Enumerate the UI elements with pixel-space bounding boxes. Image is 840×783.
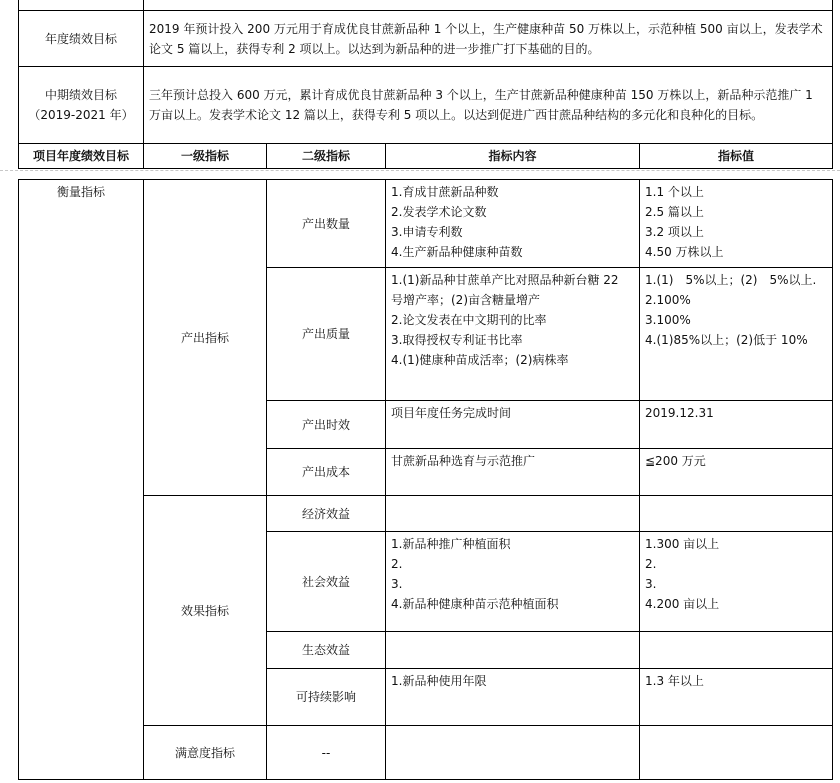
header-level1: 一级指标 <box>144 144 267 169</box>
page-break-divider <box>0 170 840 172</box>
annual-goal-label: 年度绩效目标 <box>19 11 144 67</box>
effect-economic-content <box>386 496 640 532</box>
satisfaction-content <box>386 726 640 780</box>
header-project-goal: 项目年度绩效目标 <box>19 144 144 169</box>
output-timeliness-label: 产出时效 <box>267 401 386 449</box>
row-output-quantity <box>19 180 833 268</box>
annual-goal-text: 2019 年预计投入 200 万元用于育成优良甘蔗新品种 1 个以上，生产健康种苗 50 万株以上，示范种植 500 亩以上，发表学术论文 5 篇以上，获得专利 2 项以上。以达到为新品种的进一步推广打下基础的目的。 <box>149 21 823 56</box>
effect-indicator-label: 效果指标 <box>144 496 267 726</box>
output-quality-value: 1.(1) 5%以上；(2) 5%以上. 2.100% 3.100% 4.(1)85%以上；(2)低于 10% <box>640 268 833 401</box>
output-timeliness-value: 2019.12.31 <box>640 401 833 449</box>
effect-ecological-content <box>386 632 640 669</box>
satisfaction-value <box>640 726 833 780</box>
effect-social-label: 社会效益 <box>267 532 386 632</box>
header-value: 指标值 <box>640 144 833 169</box>
output-cost-content: 甘蔗新品种选育与示范推广 <box>386 449 640 496</box>
effect-social-content: 1.新品种推广种植面积 2. 3. 4.新品种健康种苗示范种植面积 <box>386 532 640 632</box>
header-row <box>19 144 833 169</box>
effect-sustainable-value: 1.3 年以上 <box>640 669 833 726</box>
output-quality-content: 1.(1)新品种甘蔗单产比对照品种新台糖 22 号增产率；(2)亩含糖量增产 2.论文发表在中文期刊的比率 3.取得授权专利证书比率 4.(1)健康种苗成活率；(2)病株率 <box>386 268 640 401</box>
output-quality-label: 产出质量 <box>267 268 386 401</box>
effect-sustainable-label: 可持续影响 <box>267 669 386 726</box>
effect-ecological-label: 生态效益 <box>267 632 386 669</box>
satisfaction-indicator-label: 满意度指标 <box>144 726 267 780</box>
output-quantity-value: 1.1 个以上 2.5 篇以上 3.2 项以上 4.50 万株以上 <box>640 180 833 268</box>
header-content: 指标内容 <box>386 144 640 169</box>
indicator-table <box>18 179 833 780</box>
effect-economic-label: 经济效益 <box>267 496 386 532</box>
annual-goal-row <box>19 11 833 67</box>
effect-economic-value <box>640 496 833 532</box>
mid-goal-label: 中期绩效目标 （2019-2021 年） <box>19 67 144 144</box>
mid-goal-row <box>19 67 833 144</box>
top-clip-row <box>19 0 833 11</box>
output-timeliness-content: 项目年度任务完成时间 <box>386 401 640 449</box>
output-cost-label: 产出成本 <box>267 449 386 496</box>
output-indicator-label: 产出指标 <box>144 180 267 496</box>
header-level2: 二级指标 <box>267 144 386 169</box>
output-quantity-label: 产出数量 <box>267 180 386 268</box>
effect-sustainable-content: 1.新品种使用年限 <box>386 669 640 726</box>
measure-label: 衡量指标 <box>19 180 144 780</box>
output-cost-value: ≦200 万元 <box>640 449 833 496</box>
mid-goal-text: 三年预计总投入 600 万元，累计育成优良甘蔗新品种 3 个以上，生产甘蔗新品种健康种苗 150 万株以上，新品种示范推广 1 万亩以上。发表学术论文 12 篇以上，获得专利 5 项以上。以达到促进广西甘蔗品种结构的多元化和良种化的目标。 <box>149 88 813 122</box>
output-quantity-content: 1.育成甘蔗新品种数 2.发表学术论文数 3.申请专利数 4.生产新品种健康种苗数 <box>386 180 640 268</box>
effect-ecological-value <box>640 632 833 669</box>
satisfaction-secondary: -- <box>267 726 386 780</box>
goals-table <box>18 0 833 169</box>
effect-social-value: 1.300 亩以上 2. 3. 4.200 亩以上 <box>640 532 833 632</box>
